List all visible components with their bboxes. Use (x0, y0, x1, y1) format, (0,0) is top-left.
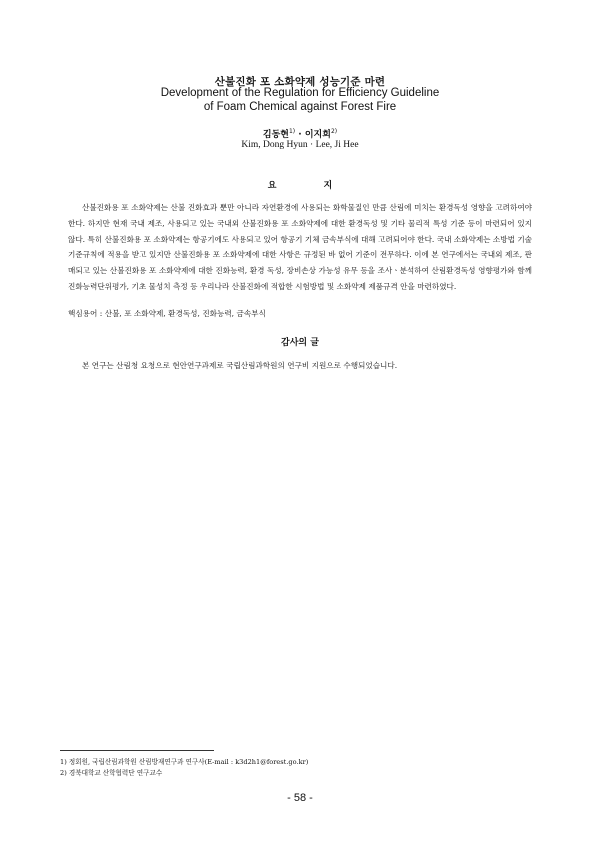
footnote-1: 1) 정회원, 국립산림과학원 산림방재연구과 연구사(E-mail : k3d2h1@forest.go.kr) (60, 758, 309, 766)
author1-footnote-mark: 1) (288, 128, 296, 135)
paper-title-english-line2: of Foam Chemical against Forest Fire (203, 101, 397, 113)
paper-title-korean: 산불진화 포 소화약제 성능기준 마련 (214, 76, 386, 88)
paper-title-english-line1: Development of the Regulation for Efficiency Guideline (160, 87, 440, 99)
acknowledgement-body: 본 연구는 산림청 요청으로 현안연구과제로 국립산림과학원의 연구비 지원으로 수행되었습니다. (82, 361, 398, 370)
authors-korean (0, 127, 600, 140)
author2-footnote-mark: 2) (330, 128, 338, 135)
abstract-body: 산불진화용 포 소화약제는 산불 진화효과 뿐만 아니라 자연환경에 사용되는 화학물질인 만큼 산림에 미치는 환경독성 영향을 고려하여야 한다. 하지만 현재 국내 제조, 사용되고 있는 국내외 산불진화용 포 소화약제에 대한 환경독성 및 기타 물리적 특성 기준 등이 마련되어 있지 않다. 특히 산불진화용 포 소화약제는 항공기에도 사용되고 있어 항공기 기체 금속부식에 대해 고려되어야 한다. 국내 소화약제는 소방법 기술기준규칙에 적용을 받고 있지만 산불진화용 포 소화약제에 대한 사항은 규정된 바 없어 기준이 전무하다. 이에 본 연구에서는 국내외 제조, 판매되고 있는 산불진화용 포 소화약제에 대한 진화능력, 환경 독성, 장비손상 가능성 유무 등을 조사ㆍ분석하여 산림환경독성 영향평가와 함께 진화능력단위평가, 기초 물성치 측정 등 우리나라 산불진화에 적합한 시험방법 및 소화약제 제품규격 안을 마련하였다. (68, 203, 532, 291)
keywords: 핵심용어 : 산불, 포 소화약제, 환경독성, 진화능력, 금속부식 (68, 309, 266, 318)
author1-name-korean: 김동현 (262, 130, 289, 140)
abstract-heading: 요 지 (267, 181, 355, 191)
footnote-2: 2) 경북대학교 산학협력단 연구교수 (60, 769, 163, 777)
footnote-divider (60, 750, 214, 751)
acknowledgement-heading: 감사의 글 (281, 338, 319, 348)
author-separator: · (295, 130, 305, 140)
page-number: - 58 - (287, 792, 313, 804)
author2-name-korean: 이지희 (304, 130, 331, 140)
authors-english: Kim, Dong Hyun · Lee, Ji Hee (241, 140, 359, 150)
